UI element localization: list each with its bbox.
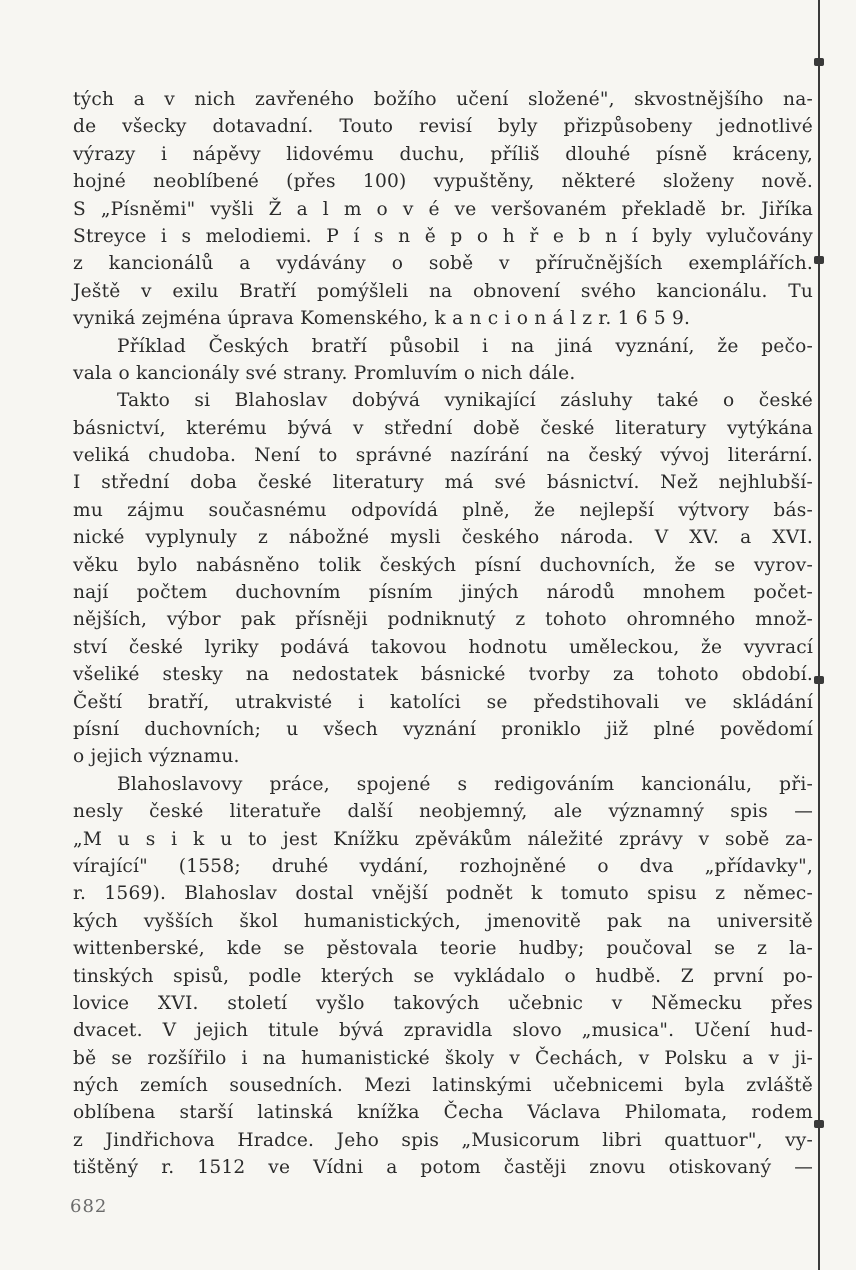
text-line: vyniká zejména úprava Komenského, k a n c i o n á l z r. 1 6 5 9. [73, 308, 691, 330]
page-binding-edge [818, 0, 820, 1270]
text-line: „M u s i k u to jest Knížku zpěvákům náležité zprávy v sobě za- [73, 828, 813, 850]
binding-mark [814, 1120, 824, 1128]
text-line: o jejich významu. [73, 746, 240, 768]
text-line: nesly české literatuře další neobjemný, ale významný spis — [73, 801, 813, 823]
text-line: nické vyplynuly z nábožné mysli českého národa. V XV. a XVI. [73, 527, 813, 549]
text-line: lovice XVI. století vyšlo takových učebnic v Německu přes [73, 992, 813, 1014]
binding-mark [814, 256, 824, 264]
text-line: tých a v nich zavřeného božího učení složené", skvostnějšího na- [73, 89, 813, 110]
binding-mark [814, 676, 824, 684]
text-line: tištěný r. 1512 ve Vídni a potom častěji znovu otiskovaný — [73, 1157, 813, 1179]
text-line: Streyce i s melodiemi. P í s n ě p o h ř e b n í byly vylučovány [73, 225, 813, 247]
text-line: Příklad Českých bratří působil i na jiná vyznání, že pečo- [117, 335, 813, 357]
text-line: r. 1569). Blahoslav dostal vnější podnět k tomuto spisu z němec- [73, 883, 813, 905]
text-line: Čeští bratří, utrakvisté i katolíci se předstihovali ve skládání [73, 691, 813, 713]
page-number: 682 [70, 1196, 108, 1217]
text-line: tinských spisů, podle kterých se vykládalo o hudbě. Z první po- [73, 965, 813, 987]
text-line: dvacet. V jejich titule bývá zpravidla slovo „musica". Učení hud- [73, 1020, 813, 1042]
text-line: nají počtem duchovním písním jiných národů mnohem počet- [73, 582, 813, 604]
text-line: Ještě v exilu Bratří pomýšleli na obnovení svého kancionálu. Tu [73, 280, 813, 302]
text-line: písní duchovních; u všech vyznání proniklo již plné povědomí [73, 718, 813, 740]
text-line: S „Písněmi" vyšli Ž a l m o v é ve veršovaném překladě br. Jiříka [73, 198, 813, 220]
text-line: nějších, výbor pak přísněji podniknutý z tohoto ohromného množ- [73, 609, 813, 631]
text-line: Blahoslavovy práce, spojené s redigováním kancionálu, při- [117, 773, 813, 795]
body-text [73, 86, 813, 1182]
text-line: hojné neoblíbené (přes 100) vypuštěny, některé složeny nově. [73, 171, 813, 193]
text-line: I střední doba české literatury má své básnictví. Než nejhlubší- [73, 472, 813, 494]
text-line: veliká chudoba. Není to správné nazírání na český vývoj literární. [73, 445, 813, 467]
text-line: vala o kancionály své strany. Promluvím o nich dále. [73, 362, 576, 384]
text-line: věku bylo nabásněno tolik českých písní duchovních, že se vyrov- [73, 554, 813, 576]
text-line: bě se rozšířilo i na humanistické školy v Čechách, v Polsku a v ji- [73, 1047, 813, 1069]
text-line: oblíbena starší latinská knížka Čecha Václava Philomata, rodem [73, 1102, 813, 1124]
text-line: de všecky dotavadní. Touto revisí byly přizpůsobeny jednotlivé [73, 116, 813, 138]
text-line: kých vyšších škol humanistických, jmenovitě pak na universitě [73, 910, 813, 932]
text-line: z kancionálů a vydávány o sobě v příručnějších exemplářích. [73, 253, 813, 275]
text-line: wittenberské, kde se pěstovala teorie hudby; poučoval se z la- [73, 938, 813, 960]
text-line: všeliké stesky na nedostatek básnické tvorby za tohoto období. [73, 664, 813, 686]
text-line: básnictví, kterému bývá v střední době české literatury vytýkána [73, 417, 813, 439]
text-line: mu zájmu současnému odpovídá plně, že nejlepší výtvory bás- [73, 499, 813, 521]
binding-mark [814, 58, 824, 66]
text-line: ství české lyriky podává takovou hodnotu uměleckou, že vyvrací [73, 636, 813, 658]
text-line: Takto si Blahoslav dobývá vynikající zásluhy také o české [117, 390, 813, 412]
text-line: vírající" (1558; druhé vydání, rozhojněné o dva „přídavky", [73, 855, 813, 877]
text-line: z Jindřichova Hradce. Jeho spis „Musicorum libri quattuor", vy- [73, 1129, 813, 1151]
text-line: ných zemích sousedních. Mezi latinskými učebnicemi byla zvláště [73, 1075, 813, 1097]
text-line: výrazy i nápěvy lidovému duchu, příliš dlouhé písně kráceny, [73, 143, 813, 165]
